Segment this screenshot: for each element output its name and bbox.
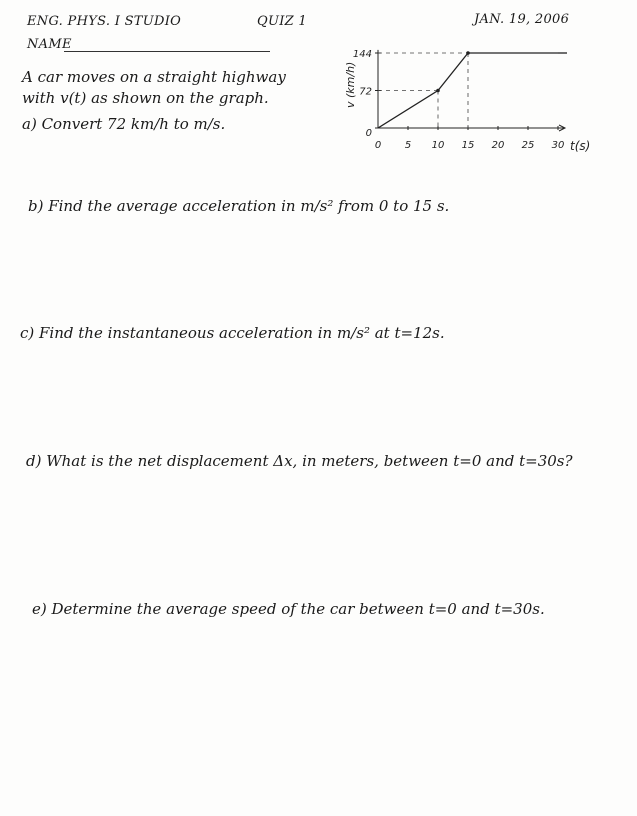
x-tick-label: 30 — [551, 140, 565, 151]
problem-intro-line2: with v(t) as shown on the graph. — [22, 89, 269, 107]
name-label: NAME — [27, 37, 72, 52]
name-blank-line — [64, 51, 270, 52]
part-c-question: c) Find the instantaneous acceleration in m/s² at t=12s. — [20, 324, 445, 342]
x-tick-label: 5 — [404, 140, 412, 151]
velocity-time-graph — [336, 40, 596, 165]
data-point — [466, 51, 470, 55]
y-axis-label: v (km/h) — [344, 61, 357, 108]
x-tick-label: 10 — [431, 140, 445, 151]
x-axis-label: t(s) — [570, 139, 591, 153]
x-tick-label: 0 — [374, 140, 382, 151]
problem-intro-line1: A car moves on a straight highway — [22, 68, 286, 86]
x-tick-label: 20 — [491, 140, 505, 151]
part-d-question: d) What is the net displacement Δx, in meters, between t=0 and t=30s? — [26, 452, 573, 470]
part-a-question: a) Convert 72 km/h to m/s. — [22, 115, 226, 133]
course-title: ENG. PHYS. I STUDIO — [27, 14, 182, 29]
y-tick-label: 72 — [359, 86, 372, 98]
x-tick-label: 15 — [461, 140, 475, 151]
y-tick-label: 144 — [352, 49, 372, 60]
x-tick-label: 25 — [521, 140, 535, 151]
data-point — [436, 89, 440, 93]
y-tick-label: 0 — [365, 128, 372, 139]
part-b-question: b) Find the average acceleration in m/s² from 0 to 15 s. — [28, 197, 450, 215]
quiz-title: QUIZ 1 — [257, 14, 307, 29]
quiz-date: JAN. 19, 2006 — [474, 12, 570, 27]
part-e-question: e) Determine the average speed of the car between t=0 and t=30s. — [32, 600, 545, 618]
